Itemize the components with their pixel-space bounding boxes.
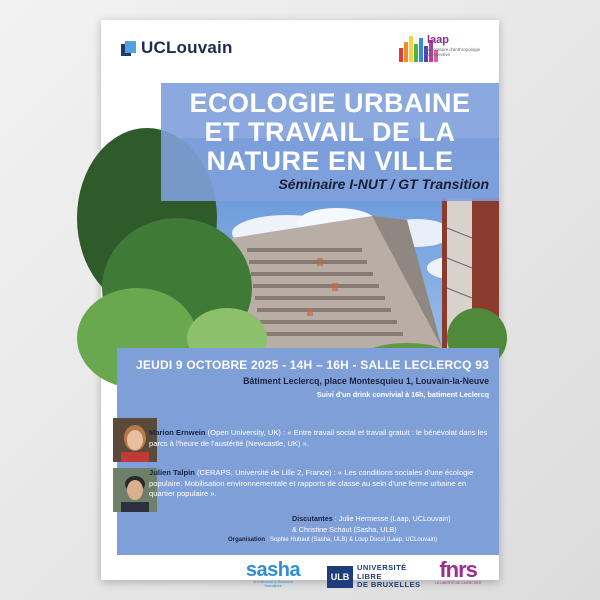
ulb-text [357,564,420,590]
sasha-subtitle: Architecture & Sciences Humaines [252,580,294,588]
sasha-logo [244,560,302,588]
title-line-3: NATURE EN VILLE [206,146,454,176]
organisation [228,537,498,543]
organisation-label: Organisation [228,537,266,543]
seminar-subtitle: Séminaire I-NUT / GT Transition [278,176,489,192]
discussants-label: Discutantes [292,514,333,523]
laap-subtitle: laboratoire d'anthropologie prospective [427,47,481,57]
title-banner [161,83,499,201]
event-venue: Bâtiment Leclercq, place Montesquieu 1, Louvain-la-Neuve [243,376,489,386]
fnrs-subtitle: LA LIBERTÉ DE CHERCHER [435,581,482,585]
title-line-1: ECOLOGIE URBAINE [189,88,471,118]
sasha-name: sasha [245,559,301,581]
event-info-panel [117,348,499,555]
laap-bar [399,48,403,62]
fnrs-name: fnrs [439,557,477,582]
laap-bar [404,42,408,62]
ulb-box: ULB [327,566,353,588]
speaker-julien [149,468,494,500]
laap-bar [409,36,413,62]
laap-name: laap [427,34,450,46]
event-date-line: JEUDI 9 OCTOBRE 2025 - 14H – 16H - SALLE LECLERCQ 93 [136,358,489,372]
uclouvain-logo [121,38,233,58]
ulb-logo [327,564,420,590]
seminar-poster [101,20,499,589]
discussants [292,513,492,535]
uclouvain-name: UCLouvain [141,38,233,57]
fnrs-logo [435,559,481,585]
organisation-text: : Sophie Hubaut (Sasha, ULB) & Loup Ducol (Laap, UCLouvain) [265,537,438,543]
ulb-line-3: DE BRUXELLES [357,580,421,589]
uclouvain-mark-icon [121,41,136,56]
speaker-name: Marion Ernwein [149,428,206,437]
ulb-line-2: LIBRE [357,571,382,581]
speaker-marion [149,428,494,449]
ulb-line-1: UNIVERSITÉ [357,563,407,572]
laap-bar [414,44,418,62]
discussants-line-2: & Christine Schaut (Sasha, ULB) [292,525,397,534]
discussants-line-1: : Julie Hermesse (Laap, UCLouvain) [332,514,451,523]
speaker-talk: (CERAPS, Université de Lille 2, France) : « Les conditions sociales d'une écologie populaire. Mobilisation environnementale et rapports de classe au sein d'une ferme urbaine en quartier populaire ». [149,468,474,498]
title-line-2: ET TRAVAIL DE LA [204,117,456,147]
laap-bar [419,38,423,62]
speaker-talk: (Open University, UK) : « Entre travail social et travail gratuit : le bénévolat dans les parcs à l'heure de l'austérité (Newcastle, UK) ». [149,428,488,448]
event-drink: Suivi d'un drink convivial à 16h, batiment Leclercq [316,390,489,399]
speaker-name: Julien Talpin [149,468,195,477]
laap-logo [399,28,489,68]
seminar-title [165,89,495,176]
